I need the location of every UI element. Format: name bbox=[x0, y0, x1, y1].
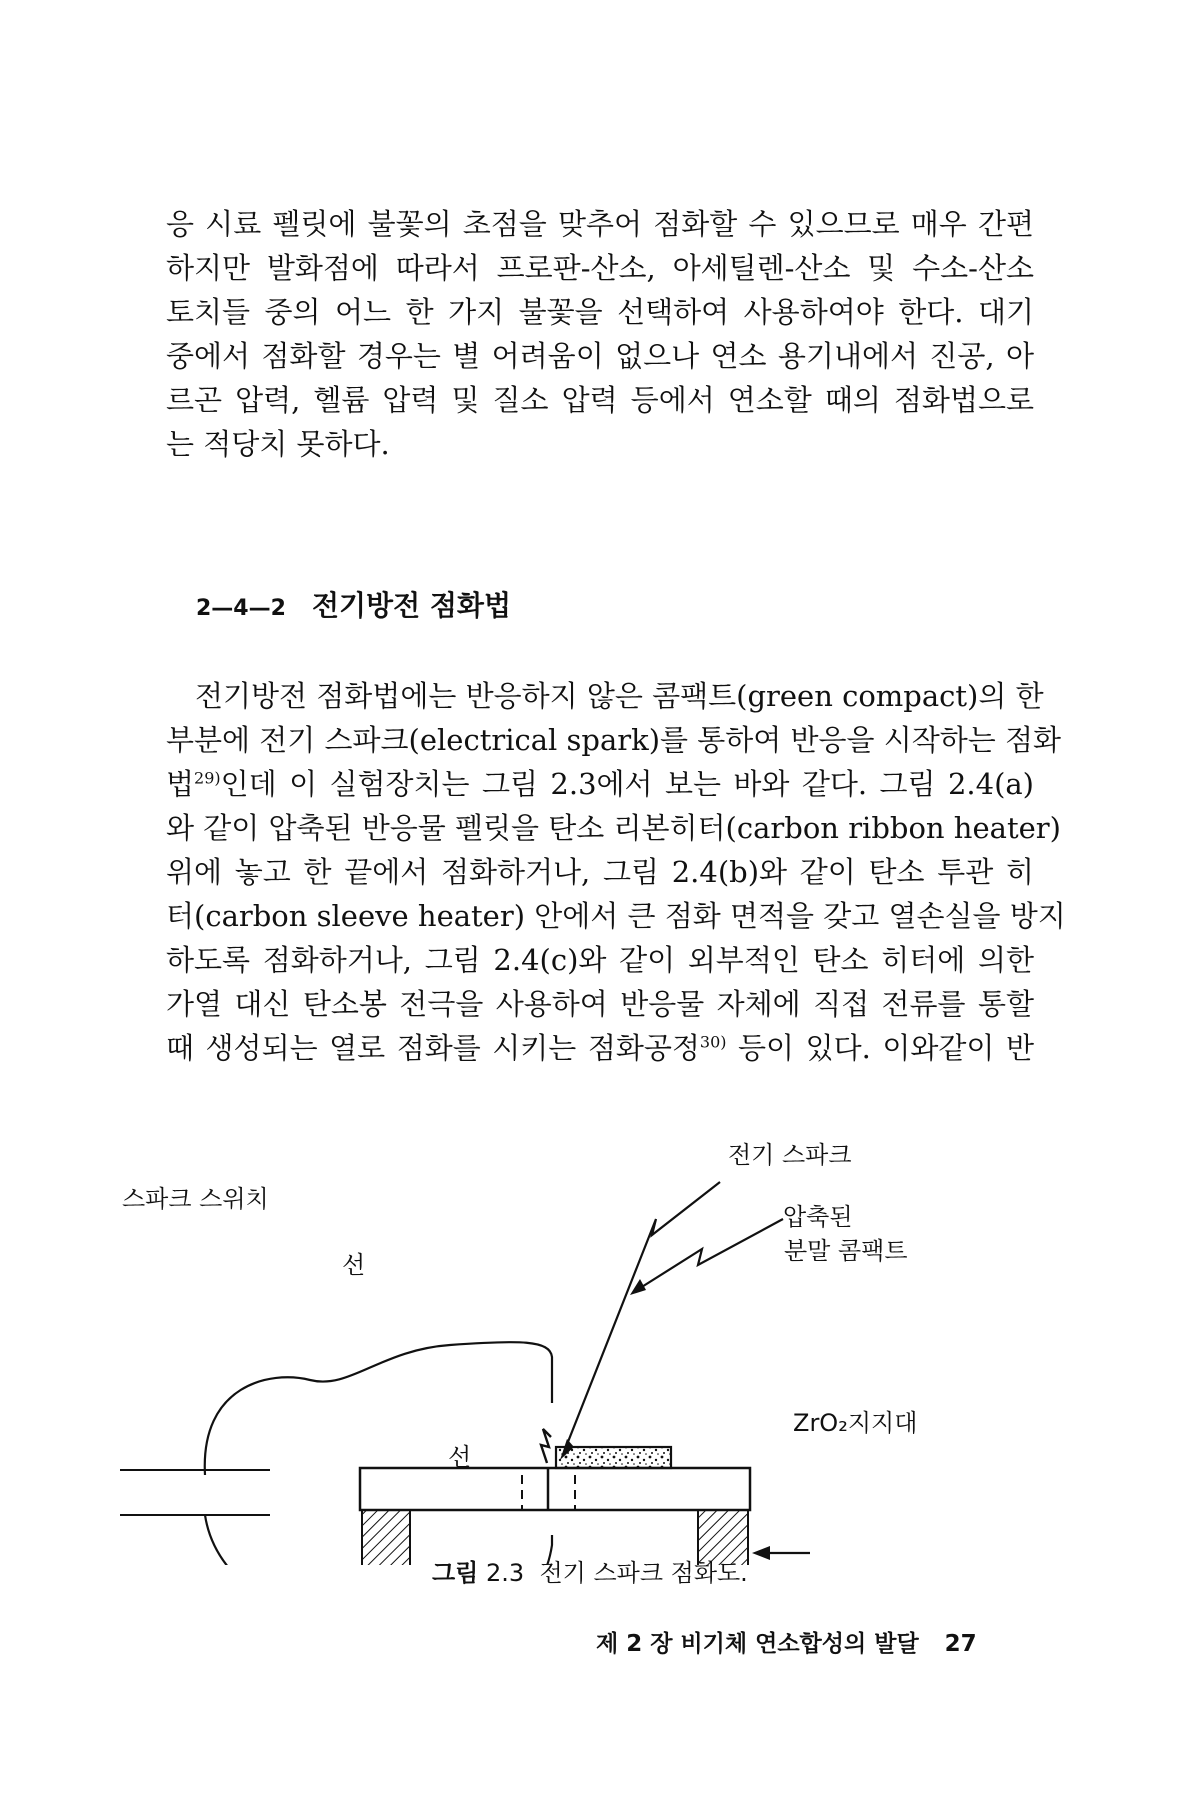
label-electric-spark: 전기 스파크 bbox=[728, 1141, 852, 1169]
label-spark-switch: 스파크 스위치 bbox=[122, 1185, 269, 1213]
text-line: 르곤 압력, 헬륨 압력 및 질소 압력 등에서 연소할 때의 점화법으로 bbox=[166, 383, 1034, 417]
text-fragment: 인데 이 실험장치는 그림 2.3에서 보는 바와 같다. 그림 2.4(a) bbox=[220, 767, 1034, 801]
spark-switch-lines bbox=[120, 1470, 270, 1515]
caption-prefix: 그림 bbox=[432, 1559, 479, 1587]
text-line: 하지만 발화점에 따라서 프로판-산소, 아세틸렌-산소 및 수소-산소 bbox=[166, 251, 1034, 285]
text-fragment: 법 bbox=[166, 767, 195, 801]
text-line: 중에서 점화할 경우는 별 어려움이 없으나 연소 용기내에서 진공, 아 bbox=[166, 339, 1034, 373]
text-line: 토치들 중의 어느 한 가지 불꽃을 선택하여 사용하여야 한다. 대기 bbox=[166, 295, 1034, 329]
citation-ref: 29) bbox=[194, 768, 221, 788]
paragraph-2 bbox=[166, 674, 1066, 1070]
label-wire-top: 선 bbox=[342, 1251, 366, 1279]
zro2-support-left bbox=[362, 1510, 410, 1565]
section-number: 2—4—2 bbox=[196, 596, 286, 621]
page-number: 27 bbox=[944, 1631, 977, 1657]
base-plate bbox=[360, 1468, 750, 1510]
paragraph-1 bbox=[166, 202, 1034, 466]
text-line bbox=[166, 1026, 1034, 1070]
wire-top bbox=[205, 1342, 552, 1475]
text-line bbox=[166, 762, 1034, 806]
text-line: 는 적당치 못하다. bbox=[166, 427, 390, 461]
text-line: 터(carbon sleeve heater) 안에서 큰 점화 면적을 갖고 열손실을 방지 bbox=[166, 899, 1066, 933]
text-line: 위에 놓고 한 끝에서 점화하거나, 그림 2.4(b)와 같이 탄소 투관 히 bbox=[166, 855, 1034, 889]
spark-arrow bbox=[564, 1182, 720, 1452]
label-wire-bottom: 선 bbox=[448, 1443, 472, 1471]
label-zro2-support: ZrO₂지지대 bbox=[793, 1409, 918, 1437]
label-powder-compact: 분말 콤팩트 bbox=[784, 1237, 908, 1265]
spark-glyph bbox=[541, 1429, 551, 1463]
text-line: 전기방전 점화법에는 반응하지 않은 콤팩트(green compact)의 한 bbox=[166, 679, 1044, 713]
caption-text: 전기 스파크 점화도. bbox=[539, 1559, 748, 1587]
text-line: 부분에 전기 스파크(electrical spark)를 통하여 반응을 시작하는 점화 bbox=[166, 723, 1062, 757]
text-fragment: 때 생성되는 열로 점화를 시키는 점화공정 bbox=[166, 1031, 700, 1065]
section-heading bbox=[196, 584, 511, 624]
citation-ref: 30) bbox=[699, 1032, 727, 1052]
figure-caption bbox=[432, 1553, 748, 1588]
label-compressed: 압축된 bbox=[783, 1203, 853, 1231]
section-title: 전기방전 점화법 bbox=[311, 589, 512, 622]
text-line: 응 시료 펠릿에 불꽃의 초점을 맞추어 점화할 수 있으므로 매우 간편 bbox=[166, 207, 1034, 241]
powder-compact bbox=[556, 1447, 671, 1468]
text-fragment: 등이 있다. 이와같이 반 bbox=[726, 1031, 1034, 1065]
support-arrowhead bbox=[752, 1546, 770, 1560]
page-footer bbox=[596, 1625, 977, 1658]
text-line: 가열 대신 탄소봉 전극을 사용하여 반응물 자체에 직접 전류를 통할 bbox=[166, 987, 1034, 1021]
text-line: 와 같이 압축된 반응물 펠릿을 탄소 리본히터(carbon ribbon heater) bbox=[166, 811, 1061, 845]
text-line: 하도록 점화하거나, 그림 2.4(c)와 같이 외부적인 탄소 히터에 의한 bbox=[166, 943, 1034, 977]
caption-number: 2.3 bbox=[486, 1559, 525, 1587]
running-title: 제 2 장 비기체 연소합성의 발달 bbox=[596, 1631, 919, 1657]
spark-ignition-diagram bbox=[120, 1141, 1040, 1565]
